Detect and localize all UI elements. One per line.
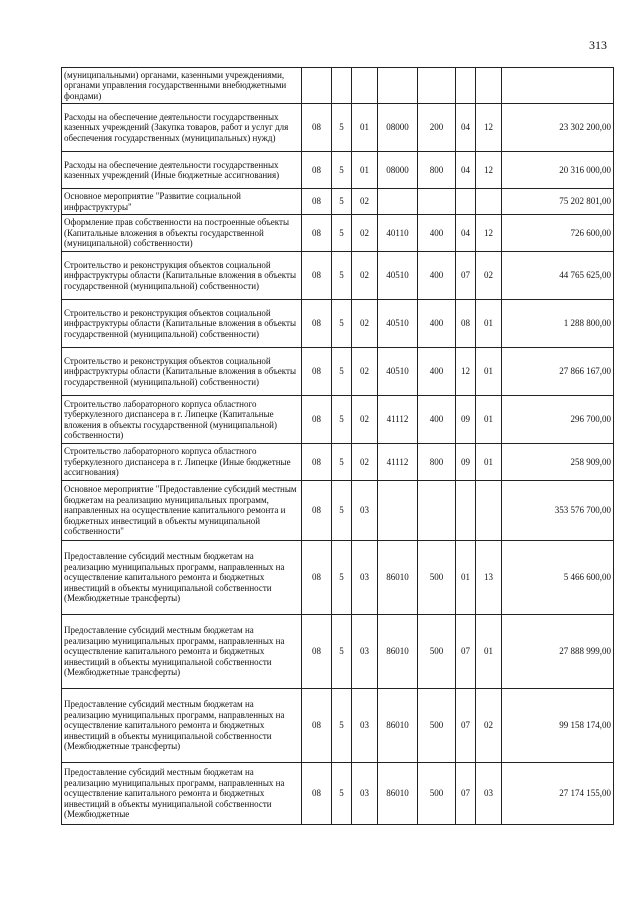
cell-c2: 5: [332, 541, 352, 615]
cell-c4: 40510: [378, 252, 418, 300]
cell-c1: 08: [302, 252, 332, 300]
cell-c3: 03: [352, 689, 378, 763]
cell-amount: 27 174 155,00: [502, 763, 614, 825]
cell-c3: 03: [352, 763, 378, 825]
cell-c6: [456, 189, 476, 215]
table-row: [62, 68, 614, 104]
cell-c4: 40510: [378, 348, 418, 396]
cell-c2: 5: [332, 104, 352, 152]
cell-c5: 500: [418, 615, 456, 689]
table-row: [62, 541, 614, 615]
cell-c7: 03: [476, 763, 502, 825]
cell-c3: 02: [352, 189, 378, 215]
cell-c7: 13: [476, 541, 502, 615]
cell-c1: 08: [302, 689, 332, 763]
cell-c6: 07: [456, 689, 476, 763]
cell-c5: [418, 189, 456, 215]
cell-c5: 400: [418, 348, 456, 396]
cell-c5: 500: [418, 763, 456, 825]
cell-c1: 08: [302, 300, 332, 348]
cell-c2: 5: [332, 689, 352, 763]
row-description: Основное мероприятие "Предоставление субсидий местным бюджетам на реализацию муниципальных программ, направленных на осуществление капитального ремонта и бюджетных инвестиций в объекты муниципальной собственности": [62, 481, 302, 541]
row-description: Предоставление субсидий местным бюджетам на реализацию муниципальных программ, направленных на осуществление капитального ремонта и бюджетных инвестиций в объекты муниципальной собственности (Межбюджетные трансферты): [62, 541, 302, 615]
cell-amount: 296 700,00: [502, 396, 614, 444]
cell-c6: 12: [456, 348, 476, 396]
cell-c6: 08: [456, 300, 476, 348]
cell-c1: 08: [302, 348, 332, 396]
cell-c4: [378, 68, 418, 104]
cell-c5: 400: [418, 396, 456, 444]
cell-c7: 02: [476, 252, 502, 300]
table-row: [62, 763, 614, 825]
cell-c7: 12: [476, 215, 502, 252]
cell-c4: 86010: [378, 541, 418, 615]
cell-c7: 01: [476, 300, 502, 348]
row-description: Предоставление субсидий местным бюджетам на реализацию муниципальных программ, направленных на осуществление капитального ремонта и бюджетных инвестиций в объекты муниципальной собственности (Межбюджетные трансферты): [62, 689, 302, 763]
cell-c1: 08: [302, 215, 332, 252]
cell-c3: 02: [352, 444, 378, 481]
cell-c5: 800: [418, 444, 456, 481]
row-description: (муниципальными) органами, казенными учреждениями, органами управления государственными внебюджетными фондами): [62, 68, 302, 104]
cell-c7: 12: [476, 104, 502, 152]
table-row: [62, 189, 614, 215]
cell-c2: 5: [332, 152, 352, 189]
cell-c5: [418, 68, 456, 104]
cell-c4: 41112: [378, 396, 418, 444]
table-row: [62, 300, 614, 348]
cell-c7: 01: [476, 396, 502, 444]
cell-c2: 5: [332, 348, 352, 396]
cell-c2: 5: [332, 300, 352, 348]
cell-c3: [352, 68, 378, 104]
cell-c7: 01: [476, 615, 502, 689]
cell-c1: [302, 68, 332, 104]
cell-c2: 5: [332, 396, 352, 444]
cell-c4: 86010: [378, 615, 418, 689]
row-description: Расходы на обеспечение деятельности государственных казенных учреждений (Закупка товаров, работ и услуг для обеспечения государственных (муниципальных) нужд): [62, 104, 302, 152]
cell-c1: 08: [302, 189, 332, 215]
cell-c6: [456, 68, 476, 104]
cell-c2: 5: [332, 215, 352, 252]
cell-c2: 5: [332, 763, 352, 825]
cell-amount: 99 158 174,00: [502, 689, 614, 763]
cell-amount: 353 576 700,00: [502, 481, 614, 541]
cell-c4: 86010: [378, 763, 418, 825]
cell-c2: 5: [332, 444, 352, 481]
cell-c3: 03: [352, 541, 378, 615]
cell-c3: 03: [352, 481, 378, 541]
cell-c3: 03: [352, 615, 378, 689]
cell-amount: 258 909,00: [502, 444, 614, 481]
cell-c5: 400: [418, 215, 456, 252]
cell-c1: 08: [302, 615, 332, 689]
cell-c5: 500: [418, 689, 456, 763]
row-description: Основное мероприятие "Развитие социальной инфраструктуры": [62, 189, 302, 215]
cell-c2: 5: [332, 252, 352, 300]
cell-c5: 800: [418, 152, 456, 189]
cell-amount: 27 888 999,00: [502, 615, 614, 689]
cell-amount: 23 302 200,00: [502, 104, 614, 152]
cell-c4: 08000: [378, 104, 418, 152]
row-description: Строительство и реконструкция объектов социальной инфраструктуры области (Капитальные вложения в объекты государственной (муниципальной) собственности): [62, 252, 302, 300]
table-row: [62, 615, 614, 689]
table-row: [62, 215, 614, 252]
cell-c3: 02: [352, 300, 378, 348]
cell-c1: 08: [302, 104, 332, 152]
table-row: [62, 348, 614, 396]
cell-c4: 40510: [378, 300, 418, 348]
cell-c1: 08: [302, 444, 332, 481]
cell-c3: 01: [352, 152, 378, 189]
cell-amount: 1 288 800,00: [502, 300, 614, 348]
cell-c3: 01: [352, 104, 378, 152]
cell-c7: [476, 189, 502, 215]
cell-c2: [332, 68, 352, 104]
cell-c1: 08: [302, 481, 332, 541]
cell-c4: 86010: [378, 689, 418, 763]
cell-c7: [476, 481, 502, 541]
row-description: Строительство и реконструкция объектов социальной инфраструктуры области (Капитальные вложения в объекты государственной (муниципальной) собственности): [62, 300, 302, 348]
cell-amount: 20 316 000,00: [502, 152, 614, 189]
cell-c4: 08000: [378, 152, 418, 189]
cell-c3: 02: [352, 396, 378, 444]
cell-c6: 04: [456, 104, 476, 152]
cell-c7: 01: [476, 348, 502, 396]
cell-c5: 200: [418, 104, 456, 152]
cell-c4: 41112: [378, 444, 418, 481]
table-row: [62, 252, 614, 300]
table-row: [62, 152, 614, 189]
cell-c1: 08: [302, 541, 332, 615]
table-row: [62, 444, 614, 481]
row-description: Предоставление субсидий местным бюджетам на реализацию муниципальных программ, направленных на осуществление капитального ремонта и бюджетных инвестиций в объекты муниципальной собственности (Межбюджетные трансферты): [62, 615, 302, 689]
cell-c3: 02: [352, 348, 378, 396]
cell-c6: 09: [456, 444, 476, 481]
budget-table: [61, 67, 614, 825]
cell-c6: 09: [456, 396, 476, 444]
cell-amount: [502, 68, 614, 104]
row-description: Оформление прав собственности на построенные объекты (Капитальные вложения в объекты государственной (муниципальной) собственности): [62, 215, 302, 252]
cell-c6: 07: [456, 615, 476, 689]
page-number: 313: [589, 38, 607, 52]
row-description: Расходы на обеспечение деятельности государственных казенных учреждений (Иные бюджетные ассигнования): [62, 152, 302, 189]
row-description: Строительство лабораторного корпуса областного туберкулезного диспансера в г. Липецке (Иные бюджетные ассигнования): [62, 444, 302, 481]
cell-c6: 01: [456, 541, 476, 615]
row-description: Строительство и реконструкция объектов социальной инфраструктуры области (Капитальные вложения в объекты государственной (муниципальной) собственности): [62, 348, 302, 396]
cell-c4: 40110: [378, 215, 418, 252]
cell-c2: 5: [332, 189, 352, 215]
cell-amount: 726 600,00: [502, 215, 614, 252]
table-row: [62, 481, 614, 541]
row-description: Предоставление субсидий местным бюджетам на реализацию муниципальных программ, направленных на осуществление капитального ремонта и бюджетных инвестиций в объекты муниципальной собственности (Межбюджетные: [62, 763, 302, 825]
table-row: [62, 396, 614, 444]
cell-c5: 400: [418, 300, 456, 348]
table-row: [62, 689, 614, 763]
cell-c5: 400: [418, 252, 456, 300]
cell-c5: [418, 481, 456, 541]
cell-c4: [378, 189, 418, 215]
table-row: [62, 104, 614, 152]
cell-c7: [476, 68, 502, 104]
cell-c3: 02: [352, 215, 378, 252]
cell-c4: [378, 481, 418, 541]
cell-c1: 08: [302, 763, 332, 825]
cell-c5: 500: [418, 541, 456, 615]
row-description: Строительство лабораторного корпуса областного туберкулезного диспансера в г. Липецке (Капитальные вложения в объекты государственной (муниципальной) собственности): [62, 396, 302, 444]
cell-c6: 07: [456, 763, 476, 825]
cell-c7: 12: [476, 152, 502, 189]
cell-amount: 27 866 167,00: [502, 348, 614, 396]
cell-c6: 04: [456, 152, 476, 189]
cell-c6: [456, 481, 476, 541]
cell-amount: 75 202 801,00: [502, 189, 614, 215]
cell-c2: 5: [332, 481, 352, 541]
cell-c6: 04: [456, 215, 476, 252]
cell-c7: 01: [476, 444, 502, 481]
cell-amount: 44 765 625,00: [502, 252, 614, 300]
cell-c2: 5: [332, 615, 352, 689]
cell-c7: 02: [476, 689, 502, 763]
cell-c6: 07: [456, 252, 476, 300]
cell-c1: 08: [302, 152, 332, 189]
cell-c3: 02: [352, 252, 378, 300]
cell-c1: 08: [302, 396, 332, 444]
cell-amount: 5 466 600,00: [502, 541, 614, 615]
